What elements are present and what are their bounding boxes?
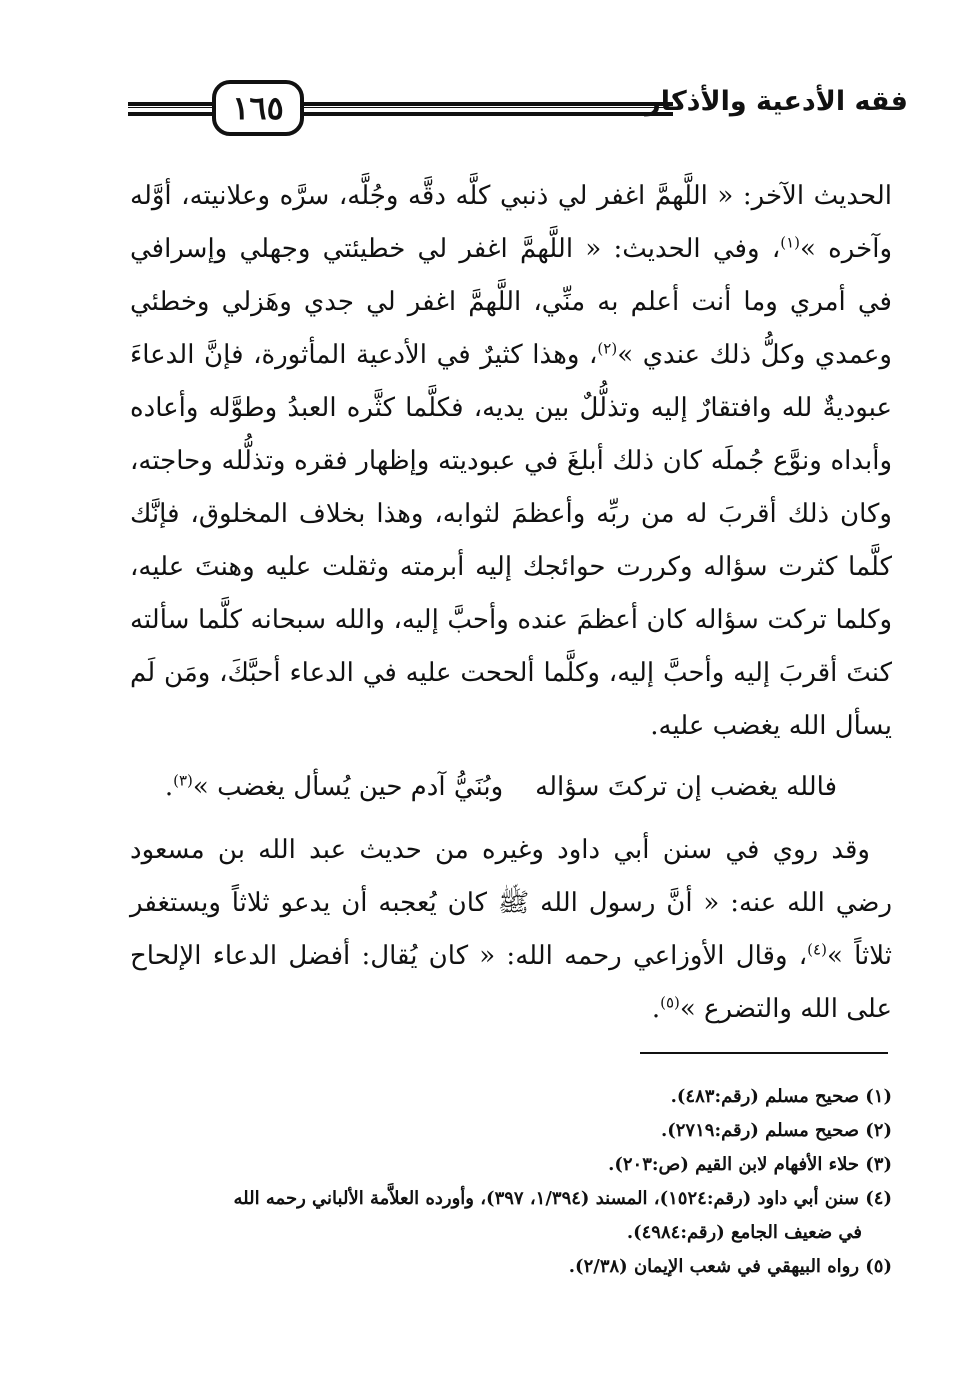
paragraph-2-text-b: ، وقال الأوزاعي رحمه الله: « كان يُقال: أفضل الدعاء الإلحاح على الله والتضرع » <box>130 941 892 1024</box>
footnote-2: (٢) صحيح مسلم (رقم:٢٧١٩). <box>660 1120 892 1141</box>
footnote-3: (٣) حلاء الأفهام لابن القيم (ص:٢٠٣). <box>608 1154 892 1175</box>
footnote-1: (١) صحيح مسلم (رقم:٤٨٣). <box>670 1086 892 1107</box>
footnote-5: (٥) رواه البيهقي في شعب الإيمان (٢/٣٨). <box>568 1256 892 1277</box>
footnote-ref-3: (٣) <box>173 771 193 790</box>
paragraph-1-text-b: ، وفي الحديث: « اللَّهمَّ اغفر لي خطيئتي وجهلي وإسرافي في أمري وما أنت أعلم به منِّي، اللَّهمَّ اغفر لي جدي وهَزلي وخطئي وعمدي وكلُّ ذلك عندي » <box>130 234 892 370</box>
paragraph-2 <box>130 824 892 1036</box>
paragraph-2-end-punctuation: . <box>651 994 661 1024</box>
footnotes <box>110 1080 892 1284</box>
header-rule-left <box>128 102 220 116</box>
poetry-verse <box>130 761 837 814</box>
footnote-4: (٤) سنن أبي داود (رقم:١٥٢٤)، المسند (١/٣٩٤، ٣٩٧)، وأورده العلاَّمة الألباني رحمه الله <box>233 1188 892 1209</box>
paragraph-1 <box>130 170 892 753</box>
header-rule-middle <box>298 102 673 116</box>
paragraph-2-text-a: وقد روي في سنن أبي داود وغيره من حديث عبد الله بن مسعود رضي الله عنه: « أنَّ رسول الله ﷺ كان يُعجبه أن يدعو ثلاثاً ويستغفر ثلاثاً » <box>130 835 892 971</box>
footnote-separator <box>640 1052 888 1054</box>
footnote-ref-1: (١) <box>780 233 800 252</box>
verse-end-punctuation: . <box>164 772 174 802</box>
footnote-ref-4: (٤) <box>807 940 827 959</box>
page-header <box>128 80 908 158</box>
footnote-ref-5: (٥) <box>660 993 680 1012</box>
verse-hemistich-2: وبُنَيُّ آدم حين يُسأل يغضب » <box>192 772 504 802</box>
main-text <box>130 170 892 1036</box>
paragraph-1-text-a: الحديث الآخر: « اللَّهمَّ اغفر لي ذنبي كلَّه دقَّه وجُلَّه، سرَّه وعلانيته، أوَّله وآخره » <box>130 181 893 264</box>
book-title: فقه الأدعية والأذكار <box>645 86 908 117</box>
verse-hemistich-1: فالله يغضب إن تركتَ سؤاله <box>535 772 837 802</box>
paragraph-1-text-c: ، وهذا كثيرٌ في الأدعية المأثورة، فإنَّ الدعاءَ عبوديةٌ لله وافتقارٌ إليه وتذلُّلٌ بين يديه، فكلَّما كثَّره العبدُ وطوَّله وأعاده وأبداه ونوَّع جُملَه كان ذلك أبلغَ في عبوديته وإظهار فقره وتذلُّله وحاجته، وكان ذلك أقربَ له من ربِّه وأعظمَ لثوابه، وهذا بخلاف المخلوق، فإنَّك كلَّما كثرت سؤاله وكررت حوائجك إليه أبرمته وثقلت عليه وهنتَ عليه، وكلما تركت سؤاله كان أعظمَ عنده وأحبَّ إليه، والله سبحانه كلَّما سألته كنتَ أقربَ إليه وأحبَّ إليه، وكلَّما ألححت عليه في الدعاء أحبَّكَ، ومَن لَم يسأل الله يغضب عليه. <box>130 340 893 741</box>
page-number: ١٦٥ <box>212 80 304 136</box>
footnote-4-continuation: في ضعيف الجامع (رقم:٤٩٨٤). <box>626 1222 862 1243</box>
footnote-ref-2: (٢) <box>597 339 618 358</box>
